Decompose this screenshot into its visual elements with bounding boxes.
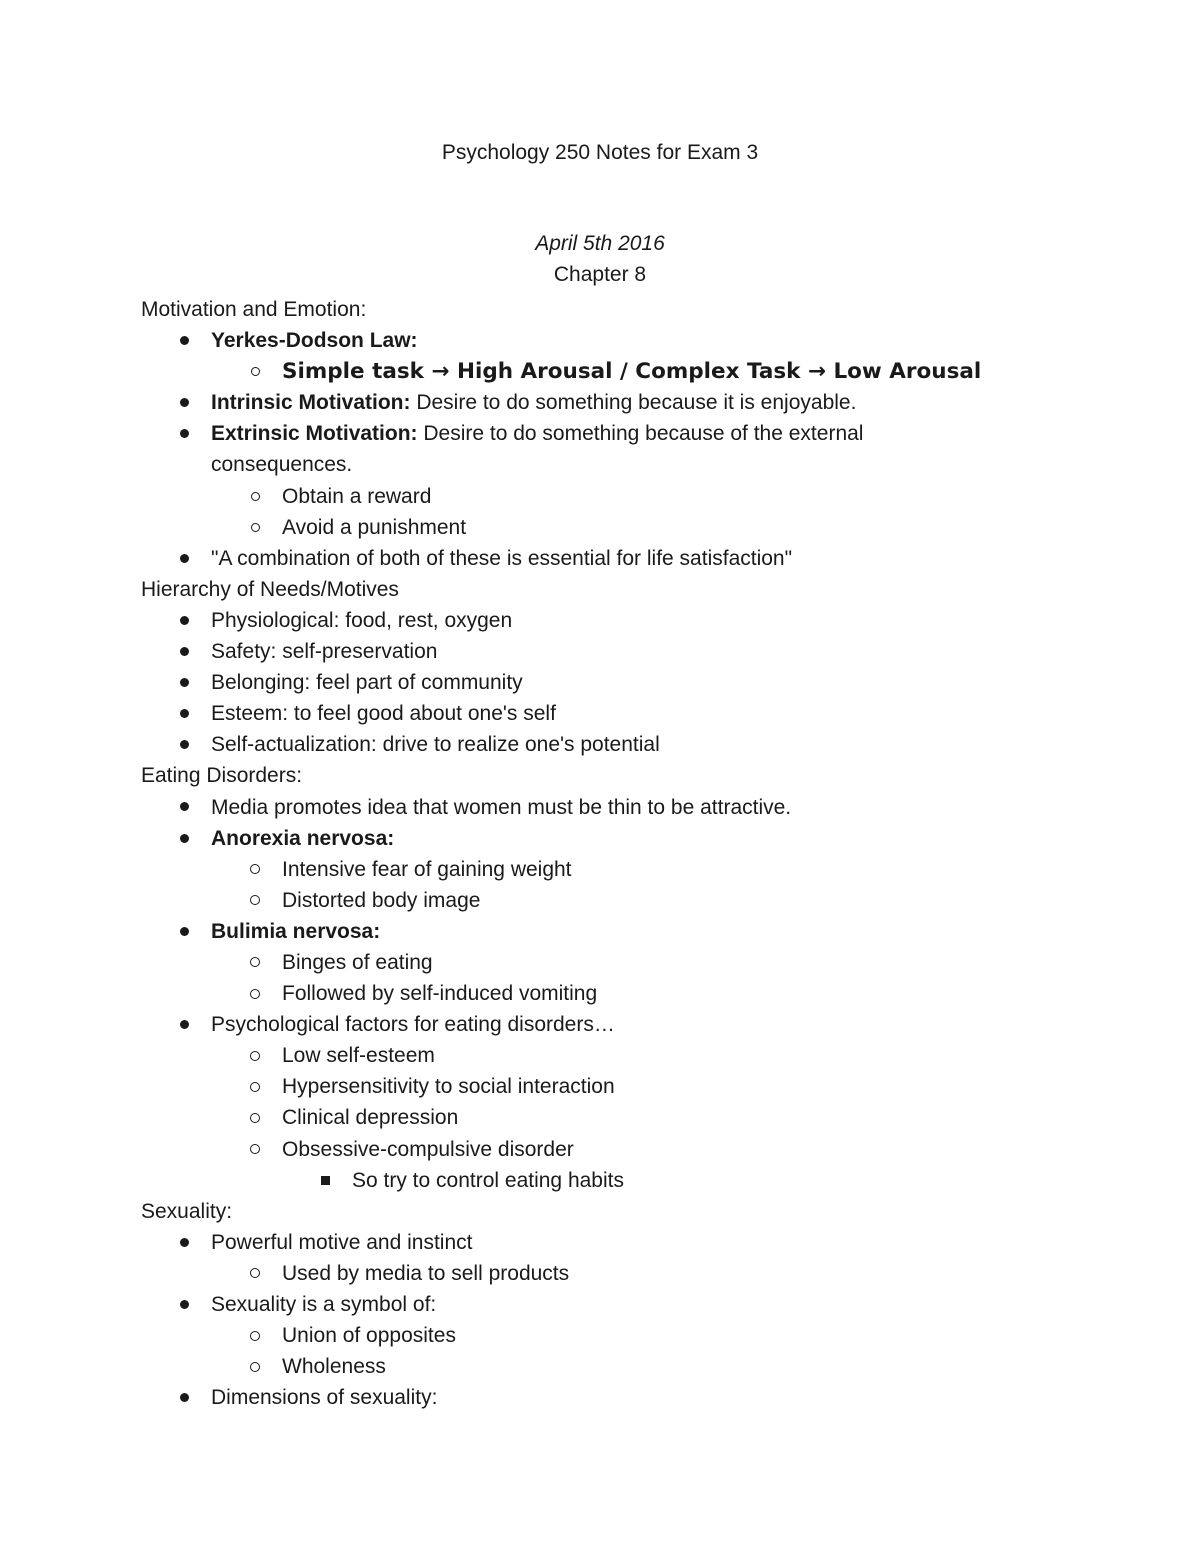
term-intrinsic-motivation: Intrinsic Motivation: [211,391,411,415]
bullet-circle-icon [248,1320,262,1351]
bullet-dot-icon [177,729,191,760]
intrinsic-definition: Desire to do something because it is enjoyable. [410,391,857,415]
list-item [141,512,1041,543]
bullet-dot-icon [177,605,191,636]
list-item [141,605,1041,636]
extrinsic-example-punishment: Avoid a punishment [282,515,467,539]
bullet-dot-icon [177,916,191,947]
extrinsic-definition-continued: consequences. [211,453,353,477]
section-heading-eating-disorders: Eating Disorders: [141,764,303,788]
media-influence: Media promotes idea that women must be thin to be attractive. [211,795,792,819]
bullet-circle-icon [248,1134,262,1165]
bullet-dot-icon [177,543,191,574]
list-item [141,543,1041,574]
bullet-dot-icon [177,792,191,823]
list-item [141,729,1041,760]
list-item [141,1134,1041,1165]
bulimia-symptom-vomiting: Followed by self-induced vomiting [282,982,598,1006]
list-item [141,916,1041,947]
list-item [141,1351,1041,1382]
lecture-date: April 5th 2016 [535,232,665,255]
list-item [141,1009,1041,1040]
bullet-circle-icon [248,1040,262,1071]
bullet-dot-icon [177,1382,191,1413]
list-item [141,325,1041,356]
list-item [141,854,1041,885]
bullet-dot-icon [177,1289,191,1320]
list-item [141,1289,1041,1320]
list-item [141,698,1041,729]
list-item-continuation [141,449,1041,480]
term-yerkes-dodson: Yerkes-Dodson Law: [211,329,418,353]
notes-body [141,294,1041,1413]
bullet-dot-icon [177,667,191,698]
ocd-detail: So try to control eating habits [352,1168,624,1192]
list-item [141,947,1041,978]
bullet-dot-icon [177,387,191,418]
bullet-dot-icon [177,1227,191,1258]
symbol-wholeness: Wholeness [282,1355,386,1379]
chapter-heading: Chapter 8 [553,263,647,286]
factor-ocd: Obsessive-compulsive disorder [282,1137,574,1161]
list-item [141,1102,1041,1133]
list-item [141,1040,1041,1071]
bullet-dot-icon [177,418,191,449]
list-item [141,481,1041,512]
bullet-circle-icon [248,481,262,512]
need-safety: Safety: self-preservation [211,640,438,664]
symbol-union-of-opposites: Union of opposites [282,1324,456,1348]
factor-low-self-esteem: Low self-esteem [282,1044,435,1068]
bullet-circle-icon [248,512,262,543]
list-item [141,418,1041,449]
section-heading-hierarchy: Hierarchy of Needs/Motives [141,577,399,601]
section-heading-motivation: Motivation and Emotion: [141,298,367,321]
extrinsic-example-reward: Obtain a reward [282,484,432,508]
need-esteem: Esteem: to feel good about one's self [211,702,556,726]
term-anorexia: Anorexia nervosa: [211,826,395,850]
list-item [141,1382,1041,1413]
bullet-circle-icon [248,1351,262,1382]
list-item [141,636,1041,667]
anorexia-symptom-body-image: Distorted body image [282,888,481,912]
list-item [141,885,1041,916]
list-item [141,1227,1041,1258]
sexuality-media-use: Used by media to sell products [282,1261,570,1285]
bullet-dot-icon [177,325,191,356]
bullet-dot-icon [177,698,191,729]
bullet-circle-icon [248,1258,262,1289]
list-item [141,1071,1041,1102]
bullet-circle-icon [248,854,262,885]
sexuality-dimensions: Dimensions of sexuality: [211,1386,438,1410]
list-item [141,792,1041,823]
list-item [141,1320,1041,1351]
list-item [141,356,1041,387]
need-physiological: Physiological: food, rest, oxygen [211,608,513,632]
list-item [141,1258,1041,1289]
yerkes-dodson-detail: Simple task → High Arousal / Complex Task → Low Arousal [282,359,982,385]
sexuality-symbol: Sexuality is a symbol of: [211,1293,437,1316]
psychological-factors: Psychological factors for eating disorders… [211,1013,615,1037]
anorexia-symptom-fear: Intensive fear of gaining weight [282,857,572,881]
bullet-circle-icon [248,885,262,916]
list-item [141,387,1041,418]
bullet-circle-icon [248,1071,262,1102]
bullet-square-icon [318,1165,332,1196]
list-item [141,667,1041,698]
bullet-circle-icon [248,356,262,387]
need-belonging: Belonging: feel part of community [211,671,523,695]
extrinsic-definition: Desire to do something because of the external [417,422,864,446]
bullet-circle-icon [248,1102,262,1133]
need-self-actualization: Self-actualization: drive to realize one's potential [211,733,660,757]
document-title: Psychology 250 Notes for Exam 3 [441,141,759,164]
bullet-dot-icon [177,823,191,854]
list-item [141,1165,1041,1196]
factor-depression: Clinical depression [282,1106,459,1130]
bullet-circle-icon [248,978,262,1009]
term-extrinsic-motivation: Extrinsic Motivation: [211,422,418,446]
section-heading-sexuality: Sexuality: [141,1199,233,1223]
bulimia-symptom-binges: Binges of eating [282,950,433,974]
satisfaction-quote: "A combination of both of these is essential for life satisfaction" [211,546,793,570]
term-bulimia: Bulimia nervosa: [211,919,381,943]
list-item [141,823,1041,854]
factor-hypersensitivity: Hypersensitivity to social interaction [282,1075,615,1099]
list-item [141,978,1041,1009]
bullet-dot-icon [177,1009,191,1040]
bullet-circle-icon [248,947,262,978]
bullet-dot-icon [177,636,191,667]
sexuality-motive: Powerful motive and instinct [211,1230,473,1254]
